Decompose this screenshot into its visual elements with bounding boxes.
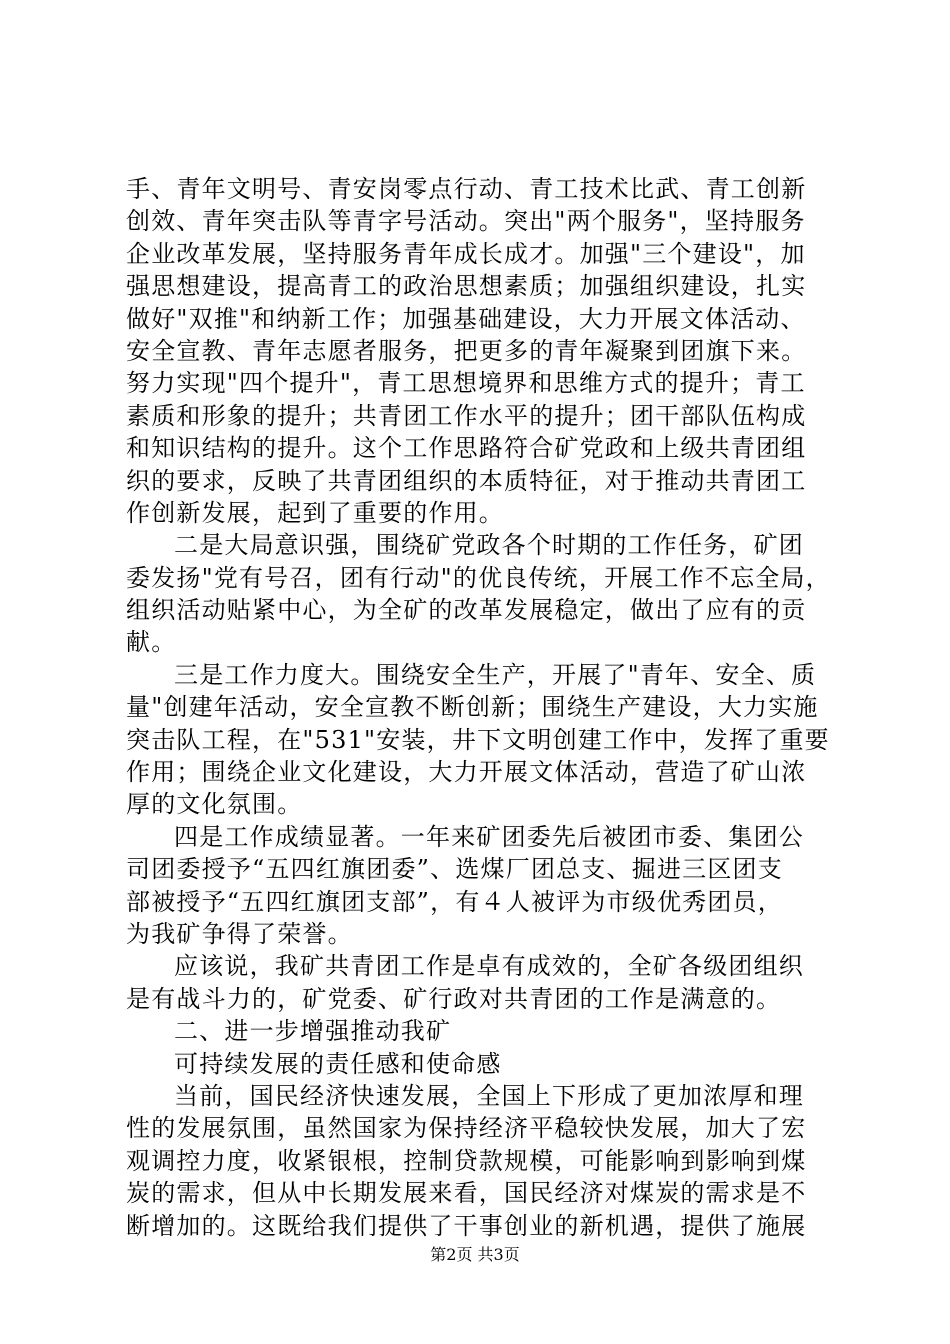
- text-line: 作创新发展，起到了重要的作用。: [126, 498, 504, 527]
- text-line: 努力实现"四个提升"，青工思想境界和思维方式的提升；青工: [126, 369, 806, 398]
- text-line: 组织活动贴紧中心，为全矿的改革发展稳定，做出了应有的贡: [126, 596, 807, 625]
- text-line: 素质和形象的提升；共青团工作水平的提升；团干部队伍构成: [126, 401, 807, 430]
- text-line: 四是工作成绩显著。一年来矿团委先后被团市委、集团公: [174, 822, 804, 851]
- text-line: 安全宣教、青年志愿者服务，把更多的青年凝聚到团旗下来。: [126, 336, 807, 365]
- text-line: 观调控力度，收紧银根，控制贷款规模，可能影响到影响到煤: [126, 1146, 807, 1175]
- text-line: 委发扬"党有号召，团有行动"的优良传统，开展工作不忘全局，: [126, 563, 831, 592]
- text-line: 三是工作力度大。围绕安全生产，开展了"青年、安全、质: [174, 660, 817, 689]
- text-line: 炭的需求，但从中长期发展来看，国民经济对煤炭的需求是不: [126, 1179, 807, 1208]
- text-line: 应该说，我矿共青团工作是卓有成效的，全矿各级团组织: [174, 952, 804, 981]
- page-number-footer: 第2页 共3页: [430, 1245, 520, 1264]
- text-line: 司团委授予“五四红旗团委”、选煤厂团总支、掘进三区团支: [126, 855, 783, 884]
- text-line: 部被授予“五四红旗团支部”，有４人被评为市级优秀团员，: [126, 887, 783, 916]
- text-line: 献。: [126, 628, 177, 657]
- text-line: 手、青年文明号、青安岗零点行动、青工技术比武、青工创新: [126, 175, 807, 203]
- text-line: 强思想建设，提高青工的政治思想素质；加强组织建设，扎实: [126, 272, 807, 301]
- text-line: 断增加的。这既给我们提供了干事创业的新机遇，提供了施展: [126, 1211, 807, 1240]
- text-line: 创效、青年突击队等青字号活动。突出"两个服务"，坚持服务: [126, 207, 806, 236]
- text-line: 突击队工程，在"531"安装，井下文明创建工作中，发挥了重要: [126, 725, 830, 754]
- document-body: [126, 173, 831, 1242]
- text-line: 做好"双推"和纳新工作；加强基础建设，大力开展文体活动、: [126, 304, 806, 333]
- text-line: 性的发展氛围，虽然国家为保持经济平稳较快发展，加大了宏: [126, 1114, 807, 1143]
- text-line: 二是大局意识强，围绕矿党政各个时期的工作任务，矿团: [174, 531, 804, 560]
- text-line: 为我矿争得了荣誉。: [126, 919, 353, 948]
- text-line: 当前，国民经济快速发展，全国上下形成了更加浓厚和理: [174, 1081, 804, 1110]
- text-line: 二、进一步增强推动我矿: [174, 1017, 452, 1046]
- text-line: 是有战斗力的，矿党委、矿行政对共青团的工作是满意的。: [126, 984, 782, 1013]
- text-line: 可持续发展的责任感和使命感: [174, 1049, 502, 1078]
- text-line: 量"创建年活动，安全宣教不断创新；围绕生产建设，大力实施: [126, 693, 819, 722]
- text-line: 和知识结构的提升。这个工作思路符合矿党政和上级共青团组: [126, 434, 807, 463]
- text-line: 厚的文化氛围。: [126, 790, 303, 819]
- text-line: 作用；围绕企业文化建设，大力开展文体活动，营造了矿山浓: [126, 758, 807, 787]
- text-line: 织的要求，反映了共青团组织的本质特征，对于推动共青团工: [126, 466, 807, 495]
- text-line: 企业改革发展，坚持服务青年成长成才。加强"三个建设"，加: [126, 239, 806, 268]
